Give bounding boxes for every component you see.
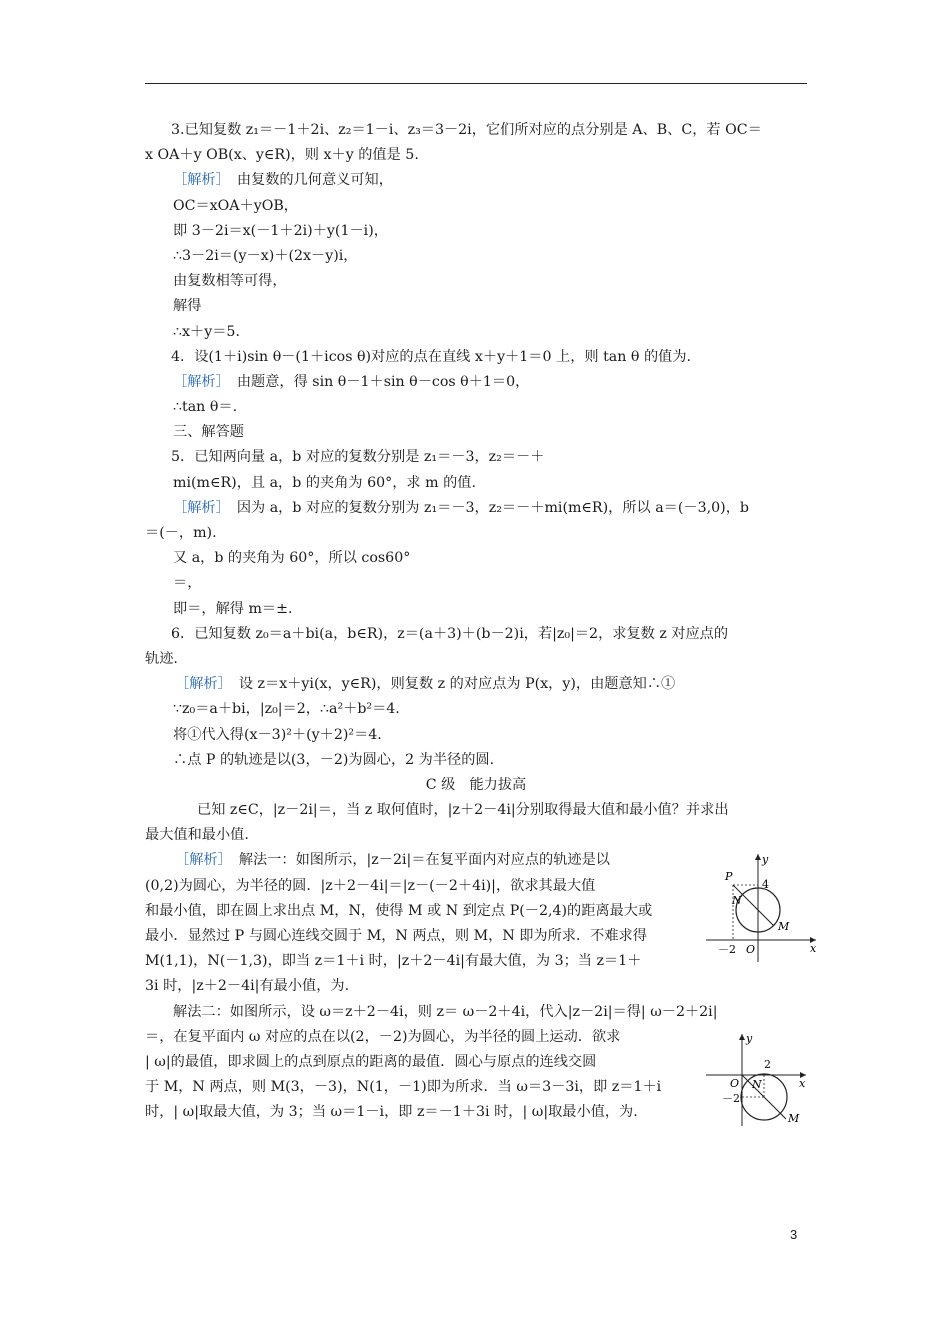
fig2-x-label: x — [799, 1077, 806, 1090]
text-line — [145, 219, 807, 244]
line-text: 和最小值，即在圆上求出点 M，N，使得 M 或 N 到定点 P(－2,4)的距离最大或 — [145, 902, 653, 919]
text-line — [145, 723, 807, 748]
text-line — [145, 445, 807, 470]
line-text: 将①代入得(x－3)²＋(y＋2)²＝4. — [173, 726, 382, 743]
fig2-tick-2: 2 — [764, 1058, 771, 1071]
line-text: 三、解答题 — [173, 424, 244, 441]
line-text: ＝， — [173, 575, 202, 592]
line-text: (0,2)为圆心，为半径的圆．|z＋2－4i|＝|z－(－2＋4i)|，欲求其最大值 — [145, 877, 596, 894]
text-line — [145, 370, 807, 395]
text-line — [145, 168, 807, 193]
line-text: | ω|的最值，即求圆上的点到原点的距离的最值．圆心与原点的连线交圆 — [145, 1053, 597, 1070]
text-line — [145, 697, 807, 722]
line-text: 解法二：如图所示，设 ω＝z＋2－4i，则 z＝ ω－2＋4i，代入|z－2i|＝得| ω－2＋2i| — [173, 1003, 718, 1020]
line-text: ＝(－，m). — [145, 525, 217, 541]
line-text: ∴tan θ＝. — [173, 399, 238, 416]
line-text: mi(m∈R)，且 a，b 的夹角为 60°，求 m 的值. — [173, 474, 476, 491]
analysis-tag: ［解析］ — [173, 373, 223, 390]
text-line — [145, 244, 807, 269]
text-line — [145, 773, 807, 798]
document-body — [145, 118, 807, 1126]
line-text: ∵z₀＝a＋bi，|z₀|＝2，∴a²＋b²＝4. — [173, 701, 400, 718]
text-line — [145, 672, 807, 697]
text-line — [145, 420, 807, 445]
text-line — [145, 194, 807, 219]
figure-1-svg — [700, 850, 825, 968]
fig1-y-label: y — [762, 853, 769, 866]
line-text: 解得 — [173, 298, 202, 315]
text-line — [145, 496, 807, 521]
text-line — [145, 597, 807, 622]
text-line — [145, 622, 807, 647]
text-line — [145, 143, 807, 168]
text-line — [145, 269, 807, 294]
fig1-p-label: P — [725, 870, 733, 883]
fig2-y-label: y — [746, 1032, 753, 1045]
line-text: 5．已知两向量 a，b 对应的复数分别是 z₁＝－3，z₂＝－＋ — [171, 449, 545, 466]
fig1-x-label: x — [810, 942, 817, 955]
line-text: C 级 能力拔高 — [425, 776, 527, 793]
fig2-tick-neg2: －2 — [722, 1092, 740, 1105]
text-line — [145, 320, 807, 345]
figure-circle-2 — [702, 1030, 814, 1130]
fig1-m-label: M — [778, 920, 790, 933]
fig2-m-label: M — [788, 1112, 800, 1125]
text-line — [145, 974, 807, 999]
text-line — [145, 118, 807, 143]
fig2-origin-label: O — [730, 1077, 740, 1090]
page-number: 3 — [790, 1227, 798, 1242]
line-text: 又 a，b 的夹角为 60°，所以 cos60° — [173, 550, 411, 567]
line-text: 由复数相等可得， — [173, 273, 287, 290]
text-line — [145, 571, 807, 596]
figure-2-svg — [702, 1030, 814, 1130]
text-line — [145, 823, 807, 848]
line-text: ∴3－2i＝(y－x)＋(2x－y)i， — [173, 247, 358, 264]
text-line — [145, 647, 807, 672]
fig1-tick-4: 4 — [762, 878, 769, 891]
line-text: 4．设(1＋i)sin θ－(1＋icos θ)对应的点在直线 x＋y＋1＝0 上，则 tan θ 的值为. — [171, 348, 692, 365]
text-line — [145, 294, 807, 319]
line-text: 6．已知复数 z₀＝a＋bi(a，b∈R)，z＝(a＋3)＋(b－2)i，若|z₀|＝2，求复数 z 对应点的 — [171, 625, 729, 642]
text-line — [145, 345, 807, 370]
text-line — [145, 521, 807, 546]
text-line — [145, 748, 807, 773]
line-text: 由复数的几何意义可知， — [222, 172, 393, 189]
line-text: 解法一：如图所示，|z－2i|＝在复平面内对应点的轨迹是以 — [224, 852, 610, 869]
line-text: ∴x＋y＝5. — [173, 323, 240, 340]
line-text: M(1,1)，N(－1,3)，即当 z＝1＋i 时，|z＋2－4i|有最大值，为 3；当 z＝1＋ — [145, 953, 642, 970]
text-line — [145, 798, 807, 823]
line-text: OC＝xOA＋yOB， — [173, 197, 298, 214]
line-text: ＝，在复平面内 ω 对应的点在以(2，－2)为圆心，为半径的圆上运动．欲求 — [145, 1028, 621, 1045]
fig1-origin-label: O — [746, 943, 756, 956]
fig2-n-label: N — [752, 1078, 762, 1091]
line-text: 于 M，N 两点，则 M(3，－3)，N(1，－1)即为所求．当 ω＝3－3i，即 z＝1＋i — [145, 1079, 662, 1096]
fig1-tick-neg2: －2 — [718, 943, 736, 956]
line-text: 3i 时，|z＋2－4i|有最小值，为. — [145, 978, 350, 995]
line-text: 最大值和最小值. — [145, 827, 249, 844]
line-text: ∴点 P 的轨迹是以(3，－2)为圆心，2 为半径的圆. — [173, 751, 495, 768]
figure-circle-1 — [700, 850, 825, 968]
text-line — [145, 395, 807, 420]
header-rule — [145, 83, 807, 84]
line-text: 轨迹. — [145, 650, 178, 667]
line-text: 即 3－2i＝x(－1＋2i)＋y(1－i)， — [173, 222, 388, 239]
analysis-tag: ［解析］ — [175, 852, 225, 869]
line-text: 设 z＝x＋yi(x，y∈R)，则复数 z 的对应点为 P(x，y)，由题意知∴① — [224, 676, 676, 693]
line-text: 最小．显然过 P 与圆心连线交圆于 M，N 两点，则 M，N 即为所求．不难求得 — [145, 928, 647, 944]
text-line — [145, 471, 807, 496]
line-text: 因为 a，b 对应的复数分别为 z₁＝－3，z₂＝－＋mi(m∈R)，所以 a＝(－3,0)，b — [222, 499, 749, 516]
line-text: 已知 z∈C，|z－2i|＝，当 z 取何值时，|z＋2－4i|分别取得最大值和最小值？并求出 — [197, 802, 729, 819]
analysis-tag: ［解析］ — [173, 499, 223, 516]
fig1-n-label: N — [732, 894, 742, 907]
line-text: 时，| ω|取最大值，为 3；当 ω＝1－i，即 z＝－1＋3i 时，| ω|取最小值，为. — [145, 1104, 638, 1121]
text-line — [145, 546, 807, 571]
line-text: 即＝，解得 m＝±. — [173, 600, 293, 617]
analysis-tag: ［解析］ — [175, 676, 225, 693]
line-text: 3.已知复数 z₁＝－1＋2i、z₂＝1－i、z₃＝3－2i，它们所对应的点分别是 A、B、C，若 OC＝ — [171, 122, 762, 138]
line-text: x OA＋y OB(x、y∈R)，则 x＋y 的值是 5. — [145, 147, 419, 164]
line-text: 由题意，得 sin θ－1＋sin θ－cos θ＋1＝0， — [222, 373, 530, 390]
analysis-tag: ［解析］ — [173, 172, 223, 189]
text-line — [145, 1000, 807, 1025]
